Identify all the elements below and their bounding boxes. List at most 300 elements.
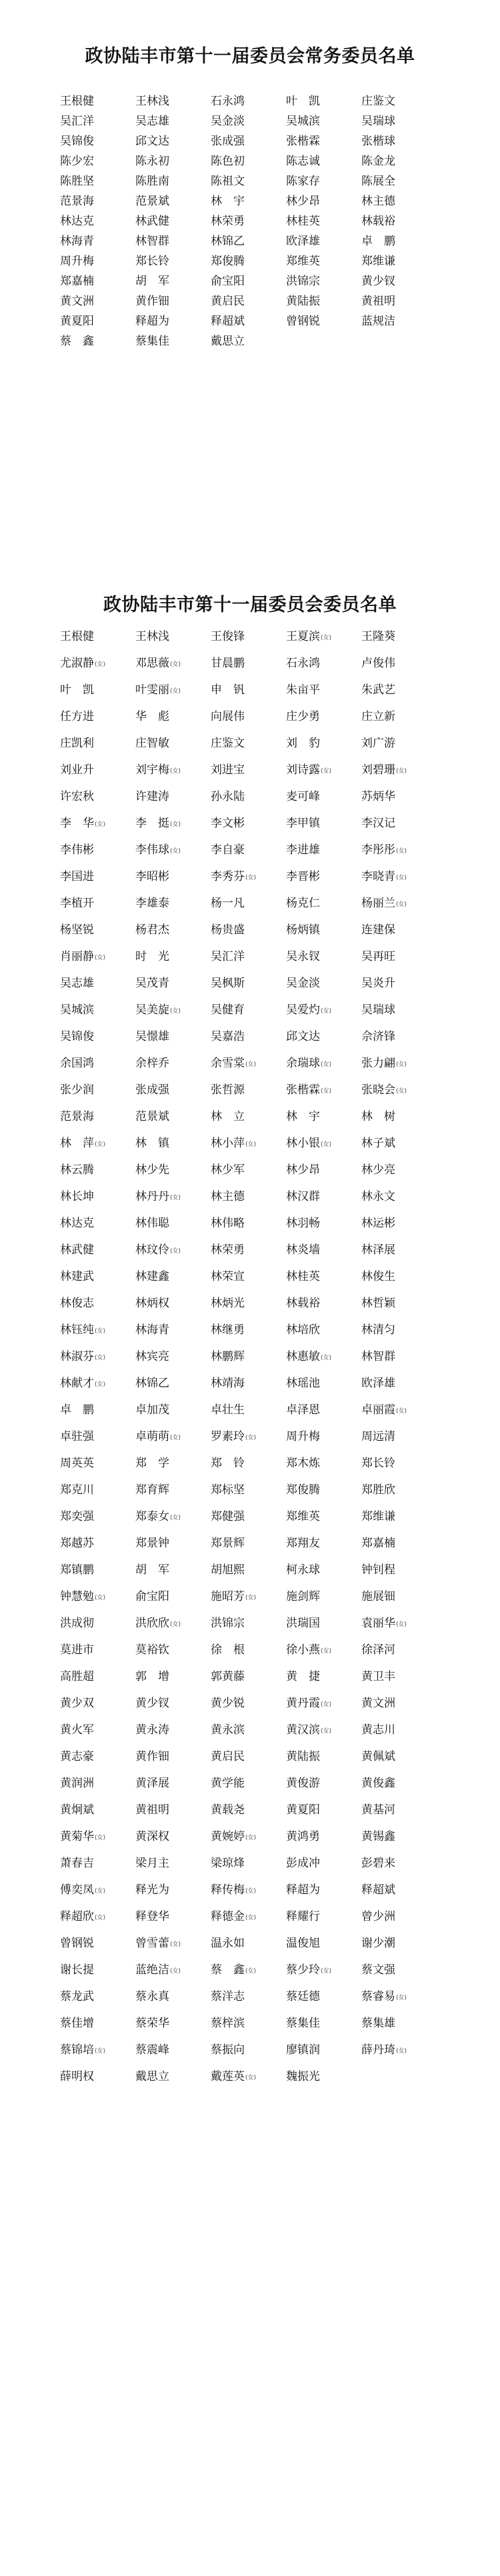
member-name: 叶雯丽: [135, 683, 169, 697]
gender-tag: (女): [321, 1728, 332, 1735]
member-entry: [60, 1908, 135, 1935]
member-name: 许宏秋: [60, 790, 94, 803]
member-entry: [361, 1828, 437, 1855]
member-entry: [361, 1028, 437, 1055]
standing-member-name: 陈少宏: [60, 155, 94, 168]
member-name: 黄俊鑫: [361, 1777, 395, 1790]
member-name: 林继勇: [211, 1323, 245, 1337]
member-entry: [135, 2068, 211, 2095]
members-title: 政协陆丰市第十一届委员会委员名单: [103, 595, 397, 615]
member-name: 华 彪: [135, 710, 169, 723]
member-entry: [286, 868, 361, 895]
member-entry: [361, 1801, 437, 1828]
standing-member-name: 庄鉴文: [361, 95, 395, 108]
member-entry: [211, 1801, 286, 1828]
member-entry: [135, 1881, 211, 1908]
member-entry: [286, 1908, 361, 1935]
member-name: 温永如: [211, 1937, 245, 1950]
standing-member-name: 黄少钗: [361, 275, 395, 288]
member-name: 郑维英: [286, 1510, 320, 1523]
gender-tag: (女): [95, 661, 106, 668]
member-entry: [135, 1135, 211, 1161]
member-entry: [60, 948, 135, 975]
member-name: 吴嘉浩: [211, 1030, 245, 1043]
member-entry: [361, 1401, 437, 1428]
member-entry: [135, 1028, 211, 1055]
member-name: 曾雪蕾: [135, 1937, 169, 1950]
member-entry: [135, 1828, 211, 1855]
member-name: 吴金淡: [286, 977, 320, 990]
standing-member-name: 林海青: [60, 235, 94, 248]
gender-tag: (女): [321, 1355, 332, 1361]
member-entry: [361, 1535, 437, 1561]
member-entry: [60, 868, 135, 895]
member-entry: [60, 708, 135, 735]
member-name: 郑维谦: [361, 1510, 395, 1523]
member-name: 王林浅: [135, 630, 169, 643]
gender-tag: (女): [396, 2048, 407, 2055]
member-entry: [60, 1775, 135, 1801]
member-name: 林俊生: [361, 1270, 395, 1283]
standing-member-name: 林智群: [135, 235, 169, 248]
standing-member-name: 蓝规洁: [361, 315, 395, 328]
member-name: 林运彬: [361, 1217, 395, 1230]
member-entry: [361, 1855, 437, 1881]
standing-member-name: 释超为: [135, 315, 169, 328]
member-entry: [286, 1588, 361, 1615]
standing-member-name: 陈胜南: [135, 175, 169, 188]
member-entry: [211, 1775, 286, 1801]
member-name: 范景斌: [135, 1110, 169, 1123]
member-entry: [361, 708, 437, 735]
member-name: 洪瑞国: [286, 1617, 320, 1630]
member-entry: [286, 948, 361, 975]
member-entry: [286, 895, 361, 921]
member-entry: [60, 1588, 135, 1615]
member-entry: [211, 1561, 286, 1588]
member-entry: [211, 1348, 286, 1375]
standing-member-name: 郑嘉楠: [60, 275, 94, 288]
member-name: 黄润洲: [60, 1777, 94, 1790]
member-entry: [60, 1028, 135, 1055]
member-name: 黄夏阳: [286, 1803, 320, 1817]
member-entry: [361, 1081, 437, 1108]
member-entry: [60, 1215, 135, 1241]
member-entry: [135, 1615, 211, 1641]
member-name: 蔡震峰: [135, 2043, 169, 2057]
member-entry: [361, 1321, 437, 1348]
member-name: 袁丽华: [361, 1617, 395, 1630]
member-name: 黄基河: [361, 1803, 395, 1817]
member-name: 释登华: [135, 1910, 169, 1923]
member-name: 吴健育: [211, 1003, 245, 1017]
member-name: 吴汇洋: [211, 950, 245, 963]
member-name: 刘进宝: [211, 763, 245, 777]
member-entry: [135, 788, 211, 815]
member-name: 黄少双: [60, 1697, 94, 1710]
member-entry: [211, 1508, 286, 1535]
member-entry: [361, 1561, 437, 1588]
member-name: 蔡集佳: [286, 2017, 320, 2030]
member-name: 李 挺: [135, 817, 169, 830]
member-entry: [361, 1881, 437, 1908]
standing-member-name: 黄作钿: [135, 295, 169, 308]
member-name: 徐泽河: [361, 1643, 395, 1657]
member-entry: [211, 1321, 286, 1348]
member-name: 杨炳镇: [286, 923, 320, 937]
gender-tag: (女): [321, 635, 332, 641]
member-name: 黄志豪: [60, 1750, 94, 1763]
member-entry: [60, 1428, 135, 1455]
gender-tag: (女): [321, 1701, 332, 1708]
member-entry: [211, 2015, 286, 2041]
member-entry: [286, 681, 361, 708]
member-entry: [211, 1481, 286, 1508]
member-name: 林羽畅: [286, 1217, 320, 1230]
gender-tag: (女): [170, 661, 181, 668]
member-name: 梁月主: [135, 1857, 169, 1870]
standing-member-name: [286, 333, 361, 353]
member-name: 林主德: [211, 1190, 245, 1203]
member-entry: [361, 1615, 437, 1641]
member-entry: [211, 1401, 286, 1428]
member-name: 林哲颖: [361, 1297, 395, 1310]
member-name: 余瑞球: [286, 1057, 320, 1070]
member-entry: [211, 1188, 286, 1215]
member-name: 黄佩斌: [361, 1750, 395, 1763]
member-name: 郑景钟: [135, 1537, 169, 1550]
member-name: 庄立新: [361, 710, 395, 723]
member-entry: [286, 735, 361, 761]
member-name: 卢俊伟: [361, 657, 395, 670]
standing-member-name: [361, 333, 437, 353]
member-entry: [361, 1721, 437, 1748]
member-name: 高胜超: [60, 1670, 94, 1683]
member-entry: [211, 1535, 286, 1561]
gender-tag: (女): [170, 1248, 181, 1255]
member-name: 吴再旺: [361, 950, 395, 963]
member-entry: [286, 975, 361, 1001]
member-entry: [286, 1828, 361, 1855]
member-name: 蔡廷德: [286, 1990, 320, 2003]
member-entry: [135, 1695, 211, 1721]
gender-tag: (女): [245, 1061, 257, 1068]
member-entry: [211, 1615, 286, 1641]
gender-tag: (女): [170, 821, 181, 828]
member-entry: [211, 655, 286, 681]
member-name: 刘业升: [60, 763, 94, 777]
member-entry: [286, 1935, 361, 1961]
member-entry: [286, 1455, 361, 1481]
member-entry: [211, 1455, 286, 1481]
member-name: 黄俊游: [286, 1777, 320, 1790]
member-entry: [60, 2015, 135, 2041]
member-entry: [361, 1188, 437, 1215]
member-entry: [361, 1668, 437, 1695]
member-name: 郑标坚: [211, 1483, 245, 1497]
member-entry: [60, 2041, 135, 2068]
standing-member-name: 林 宇: [211, 195, 245, 208]
member-name: 张力翩: [361, 1057, 395, 1070]
member-entry: [286, 1855, 361, 1881]
member-name: 肖丽静: [60, 950, 94, 963]
gender-tag: (女): [321, 1008, 332, 1015]
member-name: 庄凯利: [60, 737, 94, 750]
member-name: 郑 铃: [211, 1457, 245, 1470]
gender-tag: (女): [95, 955, 106, 961]
member-name: 蔡龙武: [60, 1990, 94, 2003]
member-entry: [135, 1588, 211, 1615]
member-entry: [135, 975, 211, 1001]
member-name: 释超斌: [361, 1883, 395, 1897]
member-name: 林淑芬: [60, 1350, 94, 1363]
member-entry: [361, 761, 437, 788]
member-name: 柯永球: [286, 1563, 320, 1577]
gender-tag: (女): [170, 1515, 181, 1521]
gender-tag: (女): [396, 1088, 407, 1095]
member-name: 余雪棠: [211, 1057, 245, 1070]
gender-tag: (女): [170, 1435, 181, 1441]
member-name: 苏炳华: [361, 790, 395, 803]
member-entry: [286, 2068, 361, 2095]
member-name: 吴志雄: [60, 977, 94, 990]
member-name: 李伟彬: [60, 843, 94, 857]
standing-member-name: 周升梅: [60, 255, 94, 268]
member-entry: [286, 1961, 361, 1988]
member-name: 周远清: [361, 1430, 395, 1443]
member-name: 黄陆振: [286, 1750, 320, 1763]
standing-member-name: 黄祖明: [361, 295, 395, 308]
member-entry: [361, 1908, 437, 1935]
member-name: 薛明权: [60, 2070, 94, 2083]
member-name: 洪锦宗: [211, 1617, 245, 1630]
member-name: 黄火军: [60, 1723, 94, 1737]
member-entry: [60, 1641, 135, 1668]
standing-member-name: 林主德: [361, 195, 395, 208]
standing-member-name: 洪锦宗: [286, 275, 320, 288]
member-name: 魏振光: [286, 2070, 320, 2083]
member-entry: [60, 1401, 135, 1428]
member-name: 林瑶池: [286, 1377, 320, 1390]
standing-member-name: 陈祖文: [211, 175, 245, 188]
member-entry: [211, 1108, 286, 1135]
gender-tag: (女): [95, 1915, 106, 1921]
member-entry: [361, 1641, 437, 1668]
member-entry: [286, 1401, 361, 1428]
member-name: 邱文达: [286, 1030, 320, 1043]
member-entry: [211, 1295, 286, 1321]
member-entry: [211, 841, 286, 868]
member-entry: [286, 1001, 361, 1028]
member-entry: [135, 1321, 211, 1348]
member-entry: [211, 681, 286, 708]
member-name: 麦可峰: [286, 790, 320, 803]
gender-tag: (女): [170, 1008, 181, 1015]
member-name: 萧春吉: [60, 1857, 94, 1870]
member-entry: [211, 788, 286, 815]
member-name: 施展钿: [361, 1590, 395, 1603]
member-name: 林丹丹: [135, 1190, 169, 1203]
member-name: 林永文: [361, 1190, 395, 1203]
member-entry: [361, 1161, 437, 1188]
member-entry: [60, 1108, 135, 1135]
member-entry: [286, 921, 361, 948]
member-name: 吴茂青: [135, 977, 169, 990]
standing-member-name: 黄启民: [211, 295, 245, 308]
member-entry: [361, 1748, 437, 1775]
member-entry: [361, 2041, 437, 2068]
member-name: 卓加茂: [135, 1403, 169, 1417]
member-entry: [286, 2015, 361, 2041]
member-name: 黄永涛: [135, 1723, 169, 1737]
member-entry: [60, 1561, 135, 1588]
standing-member-name: 陈金龙: [361, 155, 395, 168]
standing-member-name: 林达克: [60, 215, 94, 228]
member-name: 彭碧来: [361, 1857, 395, 1870]
member-name: 黄少锐: [211, 1697, 245, 1710]
gender-tag: (女): [321, 768, 332, 775]
standing-member-name: 范景斌: [135, 195, 169, 208]
member-entry: [211, 1215, 286, 1241]
member-name: 释传梅: [211, 1883, 245, 1897]
member-entry: [286, 1055, 361, 1081]
member-entry: [286, 1028, 361, 1055]
member-name: 释德金: [211, 1910, 245, 1923]
member-entry: [211, 1055, 286, 1081]
member-entry: [361, 1961, 437, 1988]
member-name: 蔡集雄: [361, 2017, 395, 2030]
standing-member-name: 陈永初: [135, 155, 169, 168]
member-name: 李晓青: [361, 870, 395, 883]
member-name: 林靖海: [211, 1377, 245, 1390]
member-entry: [135, 1535, 211, 1561]
member-entry: [211, 1028, 286, 1055]
member-name: 黄载尧: [211, 1803, 245, 1817]
member-name: 尤淑静: [60, 657, 94, 670]
member-name: 郑俊腾: [286, 1483, 320, 1497]
member-entry: [60, 655, 135, 681]
member-entry: [135, 1961, 211, 1988]
member-entry: [286, 815, 361, 841]
member-name: 林泽展: [361, 1243, 395, 1257]
member-name: 刘碧珊: [361, 763, 395, 777]
member-name: 林炳光: [211, 1297, 245, 1310]
member-name: 黄深权: [135, 1830, 169, 1843]
member-entry: [60, 1055, 135, 1081]
standing-member-name: 吴城滨: [286, 115, 320, 128]
member-name: 石永鸿: [286, 657, 320, 670]
member-name: 欧泽雄: [361, 1377, 395, 1390]
member-entry: [211, 1428, 286, 1455]
member-name: 林桂英: [286, 1270, 320, 1283]
member-name: 吴瑞球: [361, 1003, 395, 1017]
member-entry: [211, 2041, 286, 2068]
member-entry: [135, 1428, 211, 1455]
member-name: 任方进: [60, 710, 94, 723]
member-name: 莫裕钦: [135, 1643, 169, 1657]
member-entry: [211, 1935, 286, 1961]
member-entry: [60, 815, 135, 841]
member-name: 李自豪: [211, 843, 245, 857]
member-entry: [361, 2068, 437, 2095]
standing-member-name: 石永鸿: [211, 95, 245, 108]
member-entry: [361, 1348, 437, 1375]
member-name: 戴莲英: [211, 2070, 245, 2083]
member-name: 杨君杰: [135, 923, 169, 937]
member-entry: [286, 841, 361, 868]
gender-tag: (女): [95, 1595, 106, 1601]
member-name: 吴城滨: [60, 1003, 94, 1017]
member-entry: [135, 1855, 211, 1881]
member-entry: [286, 1775, 361, 1801]
member-entry: [286, 761, 361, 788]
standing-member-name: 郑维谦: [361, 255, 395, 268]
member-entry: [211, 1241, 286, 1268]
member-entry: [60, 1135, 135, 1161]
member-entry: [361, 1108, 437, 1135]
member-entry: [60, 1695, 135, 1721]
member-entry: [60, 1935, 135, 1961]
member-name: 黄鸿勇: [286, 1830, 320, 1843]
member-name: 王夏滨: [286, 630, 320, 643]
member-entry: [361, 681, 437, 708]
member-name: 黄 捷: [286, 1670, 320, 1683]
standing-member-name: 俞宝阳: [211, 275, 245, 288]
member-name: 林 萍: [60, 1137, 94, 1150]
member-name: 吴永钗: [286, 950, 320, 963]
member-entry: [60, 1828, 135, 1855]
gender-tag: (女): [95, 1328, 106, 1335]
member-name: 林鹏辉: [211, 1350, 245, 1363]
member-name: 林海青: [135, 1323, 169, 1337]
member-entry: [211, 735, 286, 761]
member-name: 林建武: [60, 1270, 94, 1283]
member-entry: [286, 1748, 361, 1775]
member-entry: [361, 1215, 437, 1241]
member-name: 蔡少玲: [286, 1963, 320, 1977]
member-entry: [135, 1668, 211, 1695]
member-entry: [135, 1775, 211, 1801]
member-entry: [361, 975, 437, 1001]
member-name: 刘广游: [361, 737, 395, 750]
member-name: 张哲源: [211, 1083, 245, 1097]
member-name: 郑翔友: [286, 1537, 320, 1550]
gender-tag: (女): [170, 688, 181, 695]
member-name: 周升梅: [286, 1430, 320, 1443]
member-name: 蔡永真: [135, 1990, 169, 2003]
standing-member-name: 陈色初: [211, 155, 245, 168]
member-name: 林长坤: [60, 1190, 94, 1203]
member-entry: [135, 1908, 211, 1935]
member-entry: [286, 1428, 361, 1455]
member-name: 李伟球: [135, 843, 169, 857]
member-entry: [135, 1268, 211, 1295]
member-name: 林伟略: [211, 1217, 245, 1230]
member-entry: [60, 1081, 135, 1108]
member-entry: [135, 868, 211, 895]
member-entry: [211, 1721, 286, 1748]
member-entry: [135, 815, 211, 841]
member-entry: [135, 1001, 211, 1028]
standing-member-name: 林锦乙: [211, 235, 245, 248]
member-name: 黄少钗: [135, 1697, 169, 1710]
member-entry: [60, 921, 135, 948]
member-name: 余国鸿: [60, 1057, 94, 1070]
member-entry: [135, 1935, 211, 1961]
gender-tag: (女): [95, 2048, 106, 2055]
standing-member-name: 吴志雄: [135, 115, 169, 128]
member-name: 罗素玲: [211, 1430, 245, 1443]
